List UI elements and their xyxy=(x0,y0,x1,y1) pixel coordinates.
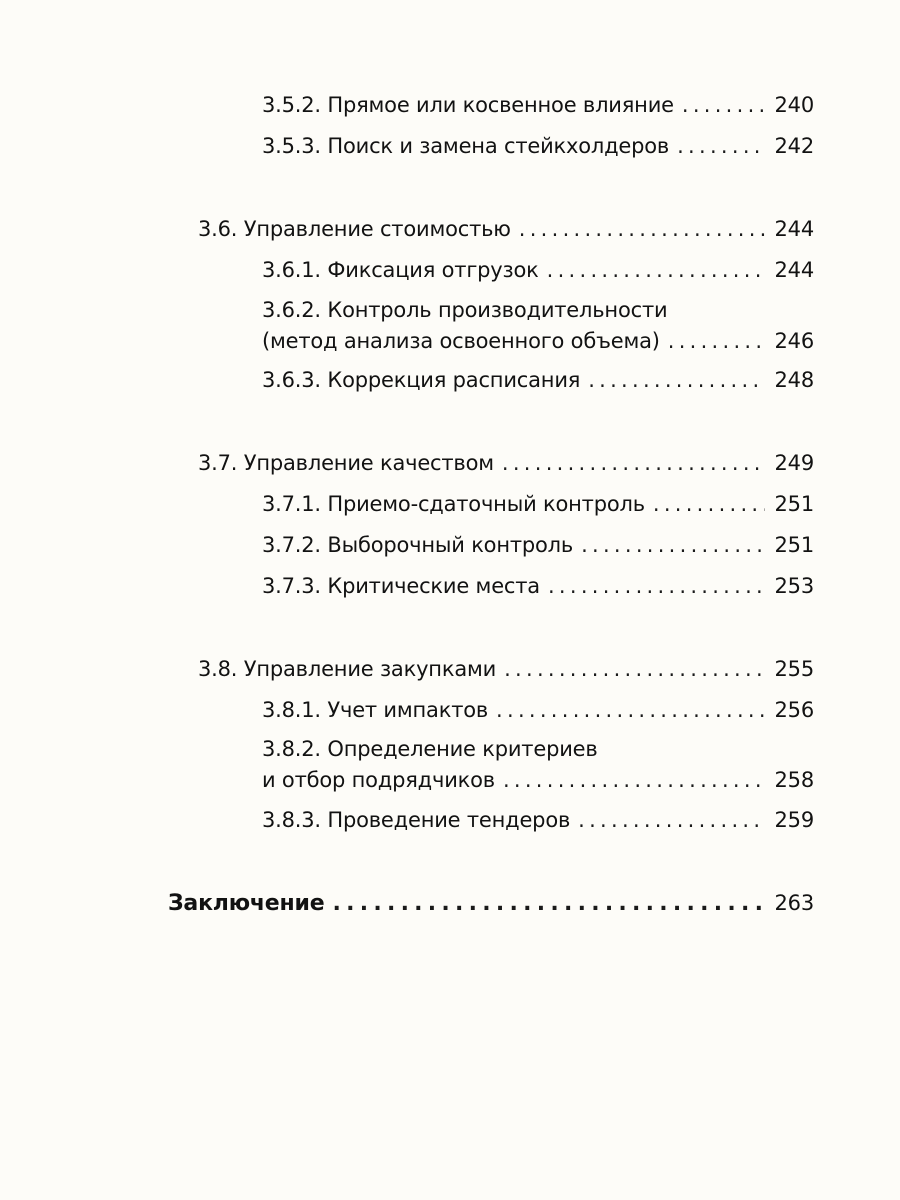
toc-entry-title: 3.5.2. Прямое или косвенное влияние xyxy=(262,93,674,117)
toc-entry-title: 3.5.3. Поиск и замена стейкхолдеров xyxy=(262,134,670,158)
dot-leader xyxy=(653,489,765,520)
toc-page-number: 253 xyxy=(774,574,814,598)
dot-leader xyxy=(548,571,765,602)
toc-entry-title: 3.8.2. Определение критериев xyxy=(262,737,598,761)
toc-entry-3-8-1[interactable] xyxy=(262,695,814,726)
dot-leader xyxy=(682,90,765,121)
toc-entry-3-6-1[interactable] xyxy=(262,255,814,286)
toc-entry-3-5-2[interactable] xyxy=(262,90,814,121)
toc-page-number: 251 xyxy=(774,492,814,516)
toc-page-number: 244 xyxy=(774,258,814,282)
toc-entry-3-7-3[interactable] xyxy=(262,571,814,602)
toc-entry-title: 3.7.2. Выборочный контроль xyxy=(262,533,574,557)
toc-page-number: 256 xyxy=(774,698,814,722)
dot-leader xyxy=(668,326,765,357)
toc-page-number: 240 xyxy=(774,93,814,117)
dot-leader xyxy=(519,214,765,245)
toc-page-number: 248 xyxy=(774,368,814,392)
toc-entry-title: 3.8.1. Учет импактов xyxy=(262,698,489,722)
toc-conclusion-title: Заключение xyxy=(168,891,325,916)
dot-leader xyxy=(581,530,764,561)
dot-leader xyxy=(578,805,764,836)
toc-section-3-7[interactable] xyxy=(198,448,814,479)
toc-page-number: 242 xyxy=(774,134,814,158)
dot-leader xyxy=(677,131,764,162)
dot-leader xyxy=(496,695,764,726)
toc-page-number: 244 xyxy=(774,217,814,241)
toc-page-number: 263 xyxy=(774,891,814,915)
toc-entry-title: 3.8.3. Проведение тендеров xyxy=(262,808,571,832)
toc-page-number: 258 xyxy=(774,768,814,792)
toc-entry-title-continued: и отбор подрядчиков xyxy=(262,768,495,792)
toc-section-title: 3.7. Управление качеством xyxy=(198,451,494,475)
toc-entry-3-6-3[interactable] xyxy=(262,365,814,396)
dot-leader xyxy=(504,654,764,685)
toc-page-number: 259 xyxy=(774,808,814,832)
toc-page-number: 246 xyxy=(774,329,814,353)
toc-section-3-8[interactable] xyxy=(198,654,814,685)
toc-entry-title: 3.6.3. Коррекция расписания xyxy=(262,368,581,392)
toc-section-title: 3.6. Управление стоимостью xyxy=(198,217,511,241)
dot-leader xyxy=(503,765,765,796)
toc-entry-3-7-2[interactable] xyxy=(262,530,814,561)
toc-entry-3-6-2[interactable] xyxy=(262,295,814,357)
toc-entry-3-8-3[interactable] xyxy=(262,805,814,836)
dot-leader xyxy=(332,888,764,919)
toc-page-number: 255 xyxy=(774,657,814,681)
toc-entry-title: 3.6.1. Фиксация отгрузок xyxy=(262,258,539,282)
toc-entry-3-5-3[interactable] xyxy=(262,131,814,162)
toc-entry-3-8-2[interactable] xyxy=(262,734,814,796)
toc-entry-title: 3.7.1. Приемо-сдаточный контроль xyxy=(262,492,645,516)
toc-entry-title-continued: (метод анализа освоенного объема) xyxy=(262,329,660,353)
dot-leader xyxy=(502,448,765,479)
toc-conclusion[interactable] xyxy=(168,888,814,919)
toc-page-number: 251 xyxy=(774,533,814,557)
dot-leader xyxy=(588,365,764,396)
dot-leader xyxy=(547,255,765,286)
toc-section-3-6[interactable] xyxy=(198,214,814,245)
toc-page-number: 249 xyxy=(774,451,814,475)
toc-entry-title: 3.7.3. Критические места xyxy=(262,574,540,598)
toc-entry-3-7-1[interactable] xyxy=(262,489,814,520)
toc-section-title: 3.8. Управление закупками xyxy=(198,657,497,681)
toc-entry-title: 3.6.2. Контроль производительности xyxy=(262,298,668,322)
